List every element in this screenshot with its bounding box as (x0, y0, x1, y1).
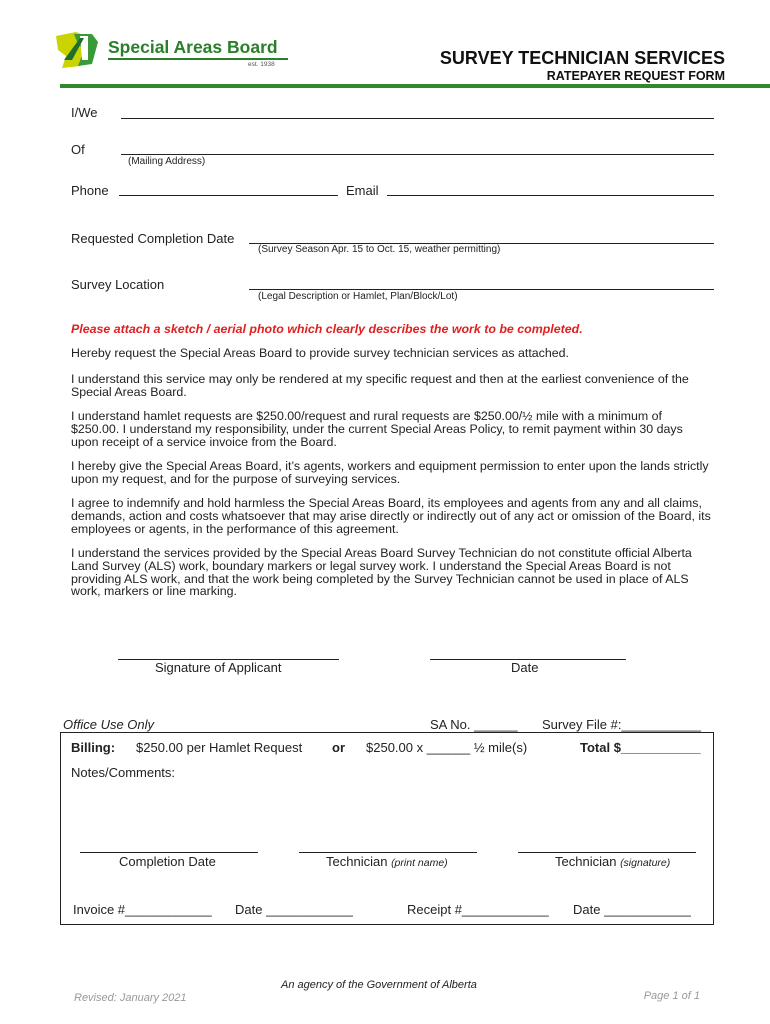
location-label: Survey Location (71, 277, 165, 292)
sketch-notice: Please attach a sketch / aerial photo which clearly describes the work to be completed. (71, 322, 583, 336)
invoice-date: Date ____________ (235, 902, 353, 917)
signature-hint: (signature) (620, 857, 671, 869)
survey-location-field[interactable] (249, 289, 714, 290)
alberta-map-logo-icon (52, 28, 112, 72)
iwe-label: I/We (71, 105, 98, 120)
email-label: Email (346, 183, 379, 198)
terms-paragraph: I understand the services provided by the Special Areas Board Survey Technician do not constitute official Alberta Land Survey (ALS) work, boundary markers or legal survey work. I understand the Special Areas Board is not providing ALS work, and that the work being completed by the Survey Technician cannot be used in place of ALS work, markers or line marking. (71, 546, 692, 599)
or-label: or (332, 740, 345, 755)
page-subtitle: RATEPAYER REQUEST FORM (546, 69, 725, 83)
email-field[interactable] (387, 195, 714, 196)
footer-agency: An agency of the Government of Alberta (281, 979, 477, 991)
signature-date-label: Date (511, 660, 539, 675)
mailing-hint: (Mailing Address) (128, 156, 206, 167)
office-use-box (60, 732, 714, 925)
completion-label: Requested Completion Date (71, 231, 235, 246)
technician-label: Technician (555, 854, 617, 869)
mailing-address-field[interactable] (121, 154, 714, 155)
terms-paragraph: I hereby give the Special Areas Board, it’s agents, workers and equipment permission to enter upon the lands strictly upon my request, and for the purpose of surveying services. (71, 459, 709, 486)
terms-paragraph: I understand this service may only be rendered at my specific request and then at the earliest convenience of the Special Areas Board. (71, 372, 689, 399)
of-label: Of (71, 142, 85, 157)
logo-name: Special Areas Board (108, 37, 278, 57)
technician-print-label (326, 854, 448, 869)
terms-paragraph: I agree to indemnify and hold harmless the Special Areas Board, its employees and agents from any and all claims, demands, action and costs whatsoever that may arise directly or indirectly out of any act or omission of the Board, its employees or agents, in the performance of this agreement. (71, 496, 711, 536)
receipt-number: Receipt #____________ (407, 902, 549, 917)
completion-hint: (Survey Season Apr. 15 to Oct. 15, weather permitting) (258, 244, 501, 255)
logo-underline (108, 58, 288, 60)
survey-file-number: Survey File #:___________ (542, 717, 702, 732)
footer-revised: Revised: January 2021 (74, 992, 187, 1004)
completion-date-sign-label: Completion Date (119, 854, 216, 869)
applicant-signature-label: Signature of Applicant (155, 660, 282, 675)
page-title: SURVEY TECHNICIAN SERVICES (439, 48, 725, 68)
technician-signature-label (555, 854, 670, 869)
logo-est: est. 1938 (248, 61, 275, 68)
iwe-field[interactable] (121, 118, 714, 119)
invoice-number: Invoice #____________ (73, 902, 212, 917)
footer-page: Page 1 of 1 (643, 990, 700, 1002)
hamlet-rate: $250.00 per Hamlet Request (136, 740, 303, 755)
phone-field[interactable] (119, 195, 338, 196)
print-name-hint: (print name) (391, 857, 448, 869)
billing-label: Billing: (71, 740, 116, 755)
notes-label: Notes/Comments: (71, 765, 176, 780)
total-amount: Total $___________ (580, 740, 701, 755)
terms-paragraph: I understand hamlet requests are $250.00/request and rural requests are $250.00/½ mile with a minimum of $250.00. I understand my responsibility, under the current Special Areas Policy, to remit payment within 30 days upon receipt of a service invoice from the Board. (71, 409, 683, 449)
phone-label: Phone (71, 183, 109, 198)
header-rule (60, 84, 770, 88)
technician-label: Technician (326, 854, 388, 869)
sa-number: SA No. ______ (430, 717, 518, 732)
location-hint: (Legal Description or Hamlet, Plan/Block/Lot) (258, 291, 458, 302)
office-use-title: Office Use Only (63, 717, 155, 732)
receipt-date: Date ____________ (573, 902, 691, 917)
terms-paragraph: Hereby request the Special Areas Board to provide survey technician services as attached. (71, 346, 569, 360)
logo (52, 28, 302, 72)
technician-signature-field[interactable] (518, 852, 696, 853)
completion-date-sign-field[interactable] (80, 852, 258, 853)
rural-rate: $250.00 x ______ ½ mile(s) (366, 740, 528, 755)
technician-print-field[interactable] (299, 852, 477, 853)
